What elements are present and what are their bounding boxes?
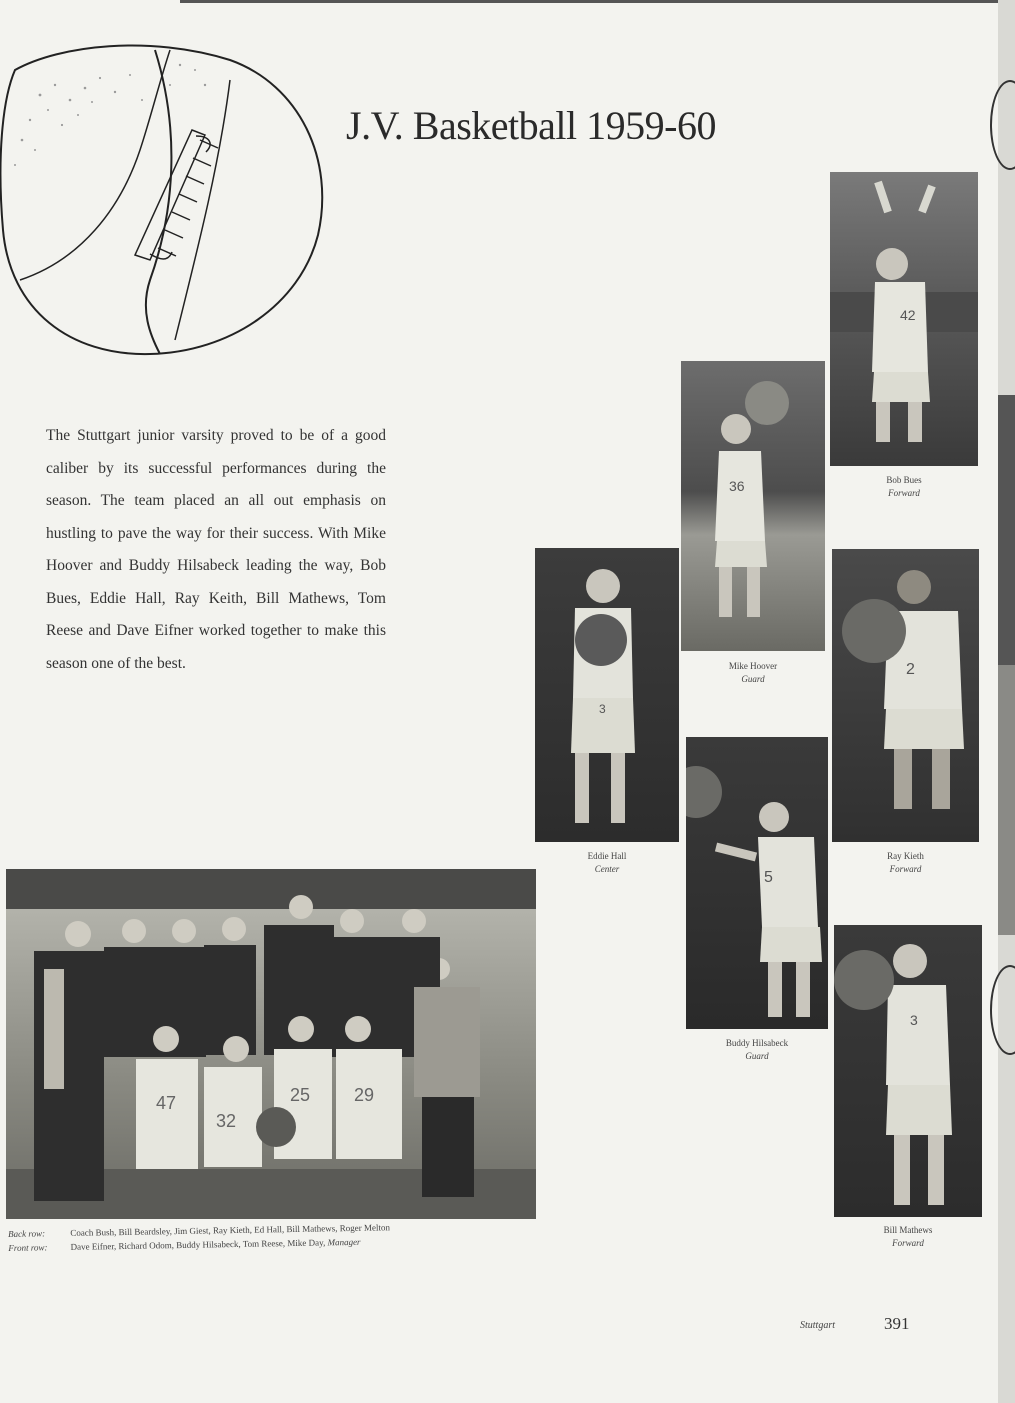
player-photo-bob-bues [830, 172, 978, 466]
front-row-role: Manager [327, 1236, 361, 1248]
jersey-number: 42 [900, 307, 916, 323]
player-name: Bill Mathews [883, 1225, 933, 1235]
jersey-number: 5 [764, 869, 773, 886]
basketball-illustration [0, 40, 330, 360]
top-rule [180, 0, 998, 3]
player-name: Buddy Hilsabeck [725, 1038, 789, 1048]
player-photo-ray-kieth [832, 549, 979, 842]
jersey-number: 3 [910, 1012, 918, 1028]
front-row-label: Front row: [8, 1242, 48, 1253]
caption-mike-hoover [681, 660, 825, 686]
page-title: J.V. Basketball 1959-60 [346, 103, 716, 148]
player-photo-bill-mathews [834, 925, 982, 1217]
article-body: The Stuttgart junior varsity proved to be of a good caliber by its successful performances during the season. The team placed an all out emphasis on hustling to pave the way for their success. With Mike Hoover and Buddy Hilsabeck leading the way, Bob Bues, Eddie Hall, Ray Keith, Bill Mathews, Tom Reese and Dave Eifner worked together to make this season one of the best. [46, 427, 386, 672]
caption-bob-bues [830, 474, 978, 500]
caption-buddy-hilsabeck [686, 1037, 828, 1063]
jersey-number: 32 [216, 1111, 237, 1131]
player-name: Ray Kieth [887, 851, 924, 861]
jersey-number: 36 [729, 478, 745, 494]
player-position: Guard [745, 1051, 769, 1061]
jersey-number: 29 [354, 1085, 375, 1105]
back-row-label: Back row: [8, 1228, 46, 1239]
player-photo-eddie-hall [535, 548, 679, 842]
player-photo-buddy-hilsabeck [686, 737, 828, 1029]
page-number: 391 [884, 1314, 910, 1333]
edge-strip [998, 665, 1015, 935]
jersey-number: 3 [599, 702, 606, 716]
caption-eddie-hall [535, 850, 679, 876]
player-position: Forward [892, 1238, 924, 1248]
footer-school-name: Stuttgart [800, 1320, 836, 1331]
jersey-number: 2 [906, 661, 915, 678]
jersey-number: 47 [156, 1093, 177, 1113]
caption-ray-kieth [832, 850, 979, 876]
player-position: Forward [888, 488, 920, 498]
caption-bill-mathews [834, 1224, 982, 1250]
player-position: Guard [741, 674, 765, 684]
back-row-names: Coach Bush, Bill Beardsley, Jim Giest, Ray Kieth, Ed Hall, Bill Mathews, Roger Melton [70, 1222, 391, 1238]
player-position: Forward [889, 864, 922, 874]
player-position: Center [594, 864, 620, 874]
player-name: Mike Hoover [728, 661, 778, 671]
team-group-photo [6, 869, 536, 1219]
player-photo-mike-hoover [681, 361, 825, 651]
player-name: Eddie Hall [587, 851, 627, 861]
edge-strip [998, 395, 1015, 665]
jersey-number: 25 [290, 1085, 311, 1105]
group-photo-caption [8, 1218, 548, 1255]
player-name: Bob Bues [886, 475, 922, 485]
front-row-names: Dave Eifner, Richard Odom, Buddy Hilsabeck, Tom Reese, Mike Day, [70, 1237, 326, 1252]
